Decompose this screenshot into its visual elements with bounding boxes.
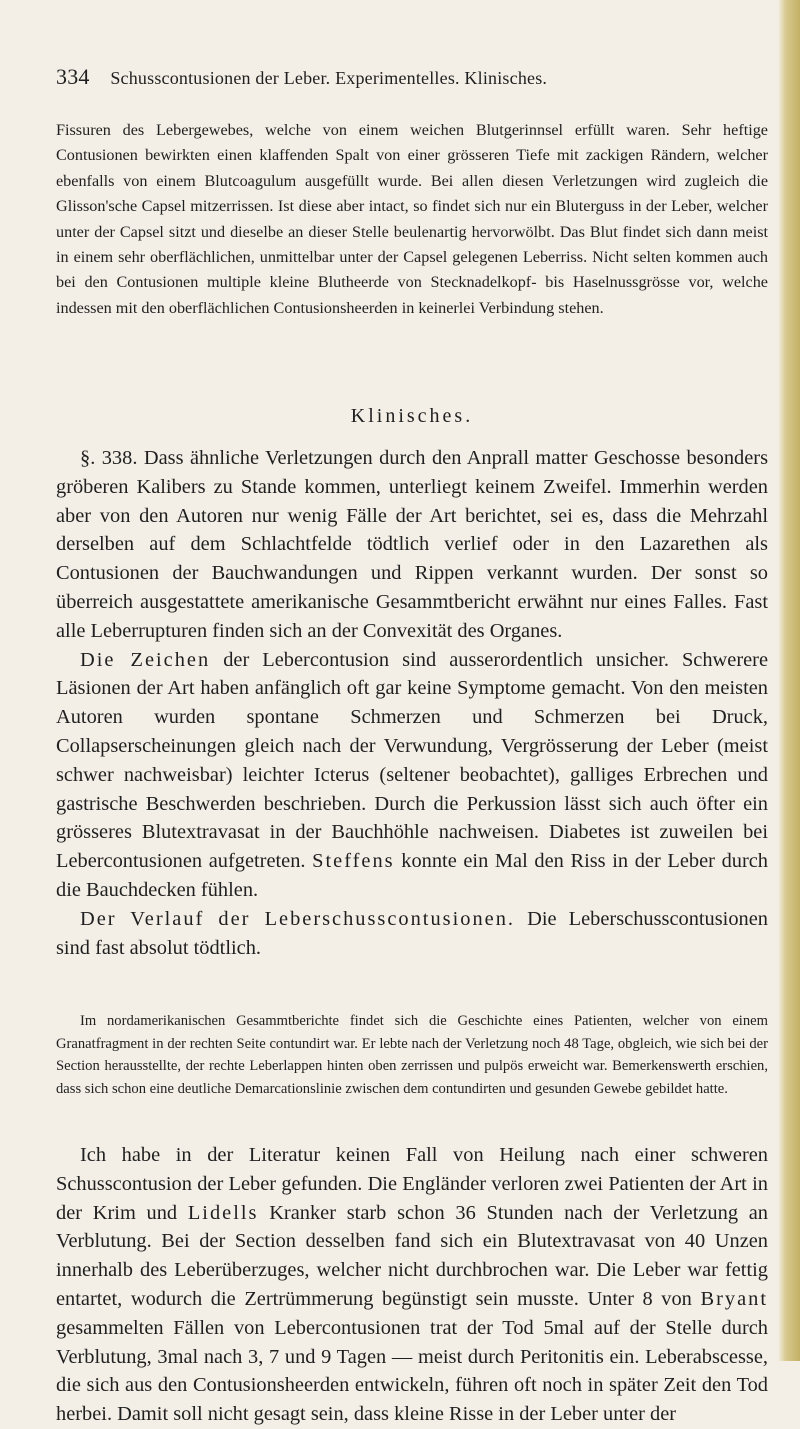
zeichen-tail: konnte ein Mal den Riss in der Leber durch die Bauchdecken fühlen.: [56, 850, 769, 901]
verlauf-text: Die Leberschusscontusionen sind fast absolut tödtlich.: [56, 907, 768, 959]
final-text-2: Kranker starb schon 36 Stunden nach der Verletzung an Verblutung. Bei der Section desselben fand sich ein Blutextravasat von 40 Unzen innerhalb des Leberüberzuges, welcher nicht durchbrochen war. Die Leber war fettig entartet, wodurch die Zertrümmerung begünstigt sein musste. Unter 8 von: [56, 1201, 768, 1310]
intro-paragraph: [56, 118, 768, 321]
page-number: 334: [56, 64, 90, 89]
running-header: [56, 64, 768, 90]
final-text-1: Ich habe in der Literatur keinen Fall von Heilung nach einer schweren Schusscontusion der Leber gefunden. Die Engländer verloren zwei Patienten der Art in der Krim und: [56, 1144, 768, 1224]
intro-text: Fissuren des Lebergewebes, welche von einem weichen Blutgerinnsel erfüllt waren. Sehr heftige Contusionen bewirkten einen klaffenden Spalt von einer grösseren Tiefe mit zackigen Rändern, welcher ebenfalls von einem Blutcoagulum ausgefüllt wurde. Bei allen diesen Verletzungen wird zugleich die Glisson'sche Capsel mitzerrissen. Ist diese aber intact, so findet sich nur ein Bluterguss in der Leber, welcher unter der Capsel sitzt und dieselbe an dieser Stelle beulenartig hervorwölbt. Das Blut findet sich dann meist in einem sehr oberflächlichen, unmittelbar unter der Capsel gelegenen Leberriss. Nicht selten kommen auch bei den Contusionen multiple kleine Blutheerde von Stecknadelkopf- bis Haselnussgrösse vor, welche indessen mit den oberflächlichen Contusionsheerden in keinerlei Verbindung stehen.: [56, 121, 768, 317]
author-lidells: Lidells: [187, 1201, 259, 1224]
paragraph-zeichen: [56, 646, 768, 905]
footnote: [56, 1010, 768, 1100]
term-verlauf: Der Verlauf der Leberschusscontusionen.: [80, 907, 515, 930]
author-bryant: Bryant: [700, 1287, 768, 1310]
zeichen-text: der Lebercontusion sind ausserordentlich unsicher. Schwerere Läsionen der Art haben anfänglich oft gar keine Symptome gemacht. Von den meisten Autoren wurden spontane Schmerzen und Schmerzen bei Druck, Collapserscheinungen gleich nach der Verwundung, Vergrösserung der Leber (meist schwer nachweisbar) leichter Icterus (seltener beobachtet), galliges Erbrechen und gastrische Beschwerden beschrieben. Durch die Perkussion lässt sich auch öfter ein grösseres Blutextravasat in der Bauchhöhle nachweisen. Diabetes ist zuweilen bei Lebercontusionen aufgetreten.: [56, 648, 768, 873]
section-heading: Klinisches.: [350, 405, 474, 427]
term-zeichen: Die Zeichen: [80, 648, 211, 671]
paragraph-338: §. 338. Dass ähnliche Verletzungen durch den Anprall matter Geschosse besonders gröberen Kalibers zu Stande kommen, unterliegt keinem Zweifel. Immerhin werden aber von den Autoren nur wenig Fälle der Art berichtet, sei es, dass die Mehrzahl derselben auf dem Schlachtfelde tödtlich verlief oder in den Lazarethen als Contusionen der Bauchwandungen und Rippen verkannt wurden. Der sonst so überreich ausgestattete amerikanische Gesammtbericht erwähnt nur eines Falles. Fast alle Leberrupturen finden sich an der Convexität des Organes.: [56, 447, 768, 642]
paragraph-verlauf: [56, 905, 768, 963]
paragraph-final: [56, 1141, 768, 1429]
final-text: [56, 1141, 768, 1429]
author-steffens: Steffens: [312, 850, 395, 873]
footnote-text: Im nordamerikanischen Gesammtberichte findet sich die Geschichte eines Patienten, welcher von einem Granatfragment in der rechten Seite contundirt war. Er lebte nach der Verletzung noch 48 Tage, obgleich, wie sich bei der Section herausstellte, der rechte Leberlappen hinten oben zerrissen und pulpös erweicht war. Bemerkenswerth erschien, dass sich schon eine deutliche Demarcationslinie zwischen dem contundirten und gesunden Gewebe gebildet hatte.: [56, 1013, 768, 1097]
running-title: Schusscontusionen der Leber. Experimentelles. Klinisches.: [110, 68, 548, 88]
final-text-3: gesammelten Fällen von Lebercontusionen trat der Tod 5mal auf der Stelle durch Verblutung, 3mal nach 3, 7 und 9 Tagen — meist durch Peritonitis ein. Leberabscesse, die sich aus den Contusionsheerden entwickeln, führen oft noch in später Zeit den Tod herbei. Damit soll nicht gesagt sein, dass kleine Risse in der Leber unter der: [56, 1316, 768, 1426]
main-text: [56, 444, 768, 962]
page-edge-shading: [778, 0, 800, 1361]
